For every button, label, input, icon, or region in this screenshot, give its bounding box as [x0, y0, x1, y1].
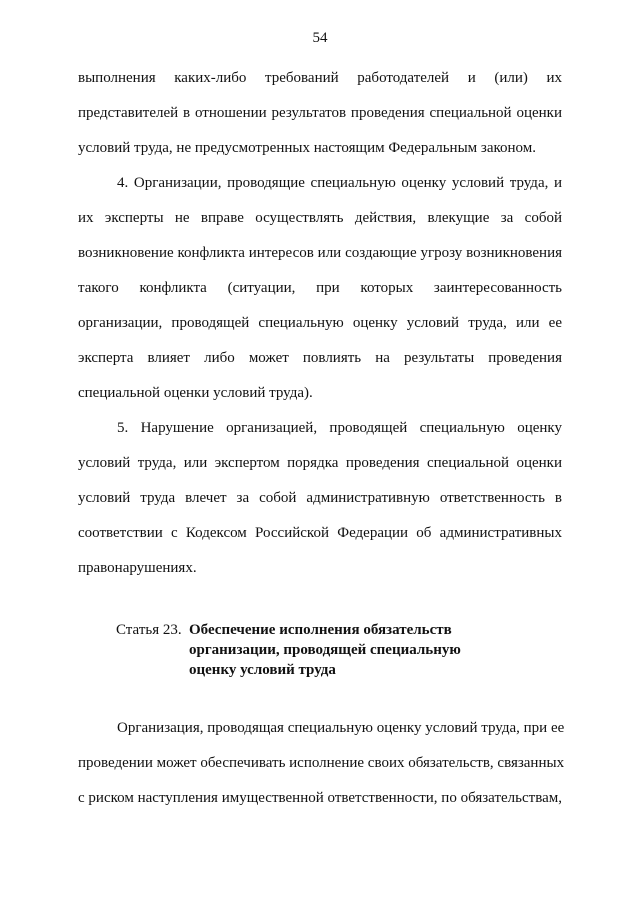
article-title-line: оценку условий труда: [189, 662, 336, 678]
text-line: возникновение конфликта интересов или создающие угрозу возникновения: [78, 245, 562, 261]
text-line: эксперта влияет либо может повлиять на результаты проведения: [78, 350, 562, 366]
text-line: выполнения каких-либо требований работодателей и (или) их: [78, 70, 562, 86]
text-line: организации, проводящей специальную оценку условий труда, или ее: [78, 315, 562, 331]
article-number: Статья 23.: [116, 622, 182, 638]
text-line: их эксперты не вправе осуществлять действия, влекущие за собой: [78, 210, 562, 226]
text-line: условий труда, не предусмотренных настоящим Федеральным законом.: [78, 140, 536, 156]
text-line: такого конфликта (ситуации, при которых заинтересованность: [78, 280, 562, 296]
article-title-line: Обеспечение исполнения обязательств: [189, 622, 452, 638]
text-line: условий труда, или экспертом порядка проведения специальной оценки: [78, 455, 562, 471]
article-title: [189, 620, 489, 680]
article-title-line: организации, проводящей специальную: [189, 642, 461, 658]
text-line: 4. Организации, проводящие специальную оценку условий труда, и: [117, 175, 562, 191]
text-line: соответствии с Кодексом Российской Федерации об административных: [78, 525, 562, 541]
text-line: правонарушениях.: [78, 560, 197, 576]
text-line: с риском наступления имущественной ответственности, по обязательствам,: [78, 790, 562, 806]
text-line: 5. Нарушение организацией, проводящей специальную оценку: [117, 420, 562, 436]
text-line: проведении может обеспечивать исполнение своих обязательств, связанных: [78, 755, 565, 771]
text-line: специальной оценки условий труда).: [78, 385, 313, 401]
text-line: условий труда влечет за собой административную ответственность в: [78, 490, 562, 506]
text-line: представителей в отношении результатов проведения специальной оценки: [78, 105, 562, 121]
text-line: Организация, проводящая специальную оценку условий труда, при ее: [117, 720, 565, 736]
page-number: 54: [312, 30, 328, 46]
